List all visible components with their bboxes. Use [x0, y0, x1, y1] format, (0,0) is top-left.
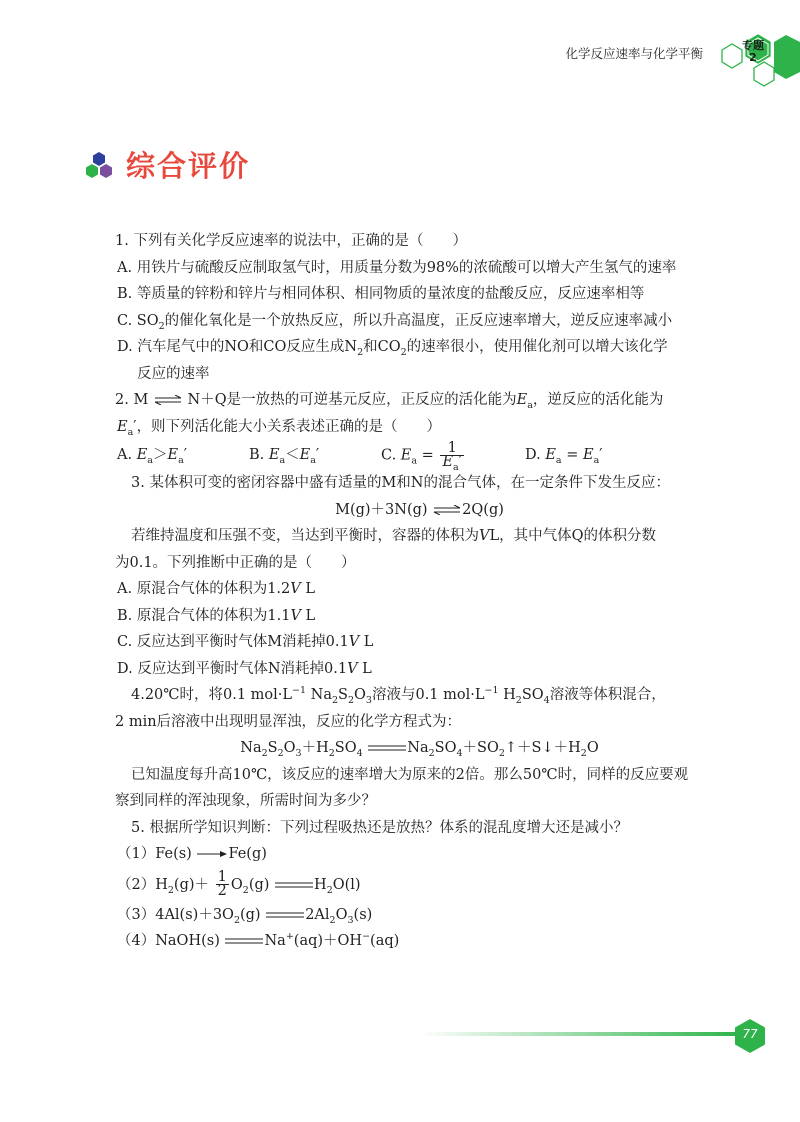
q5-i1-l: （1）Fe(s)	[117, 846, 192, 862]
q3-option-a	[117, 576, 722, 603]
q4-para2: 察到同样的浑浊现象，所需时间为多少？	[115, 793, 376, 809]
reversible-arrow-icon	[432, 505, 462, 515]
q1-option-a: A. 用铁片与硫酸反应制取氢气时，用质量分数为98%的浓硫酸可以增大产生氢气的速率	[117, 259, 677, 276]
q5-stem: 5. 根据所学知识判断：下列过程吸热还是放热？体系的混乱度增大还是减小？	[131, 819, 628, 836]
q2-a-sub2: a	[178, 454, 184, 466]
q2-d-E2: E	[582, 446, 594, 463]
q3-b-V: V	[290, 607, 301, 624]
q2-c-E1: E	[400, 447, 412, 463]
q2-c-fraction	[440, 439, 464, 473]
q5-i3-r: 2Al	[305, 906, 330, 923]
q5-i2-l: （2）H	[117, 876, 168, 893]
badge-number: 2	[749, 51, 757, 64]
q3-option-d	[117, 656, 722, 683]
q2-ea-E: E	[516, 392, 528, 408]
q2-a-rel: ＞	[152, 446, 168, 463]
q2-mid2: ，逆反应的活化能为	[532, 392, 664, 408]
q1-c-post: 的催化氧化是一个放热反应，所以升高温度，正反应速率增大，逆反应速率减小	[164, 312, 673, 329]
hexagon-cluster-icon	[84, 150, 114, 180]
q5-i2-s1: 2	[167, 884, 174, 896]
q2-a-E1: E	[136, 446, 148, 463]
q2-d-prime: ′	[599, 446, 603, 463]
q1-stem: 1. 下列有关化学反应速率的说法中，正确的是（ ）	[115, 233, 467, 249]
arrow-right-icon	[196, 850, 228, 858]
equals-arrow-icon	[265, 911, 305, 919]
q2-a-E2: E	[167, 446, 179, 463]
q3-d-pre: D. 反应达到平衡时气体N消耗掉0.1	[117, 660, 348, 677]
footer-divider	[420, 1032, 740, 1036]
q4-l1-sub2: 2	[347, 694, 355, 706]
q5-item-3	[117, 902, 722, 929]
q2-prefix: 2. M	[115, 392, 149, 408]
q4-eq-s3: 3	[295, 747, 302, 759]
q3-para1: 若维持温度和压强不变，当达到平衡时，容器的体积为	[131, 528, 479, 544]
q2-option-d	[525, 442, 603, 469]
q5-i4-l: （4）NaOH(s)	[117, 933, 220, 949]
q4-eq-l5: SO	[334, 740, 357, 756]
q1-option-d	[117, 334, 722, 361]
q3-stem: 3. 某体积可变的密闭容器中盛有适量的M和N的混合气体，在一定条件下发生反应：	[131, 475, 670, 491]
q4-eq-l3: O	[283, 740, 296, 756]
q5-i2-r2: O(l)	[332, 876, 361, 893]
q4-l1-sup2: −1	[484, 685, 499, 697]
q4-eq-r5: O	[586, 740, 599, 756]
q2-b-sub2: a	[310, 454, 316, 466]
q4-l1-f: H	[498, 687, 516, 703]
q4-l1-b: Na	[306, 687, 332, 703]
q4-eq-l1: Na	[240, 740, 262, 756]
q2-c-label: C.	[381, 447, 397, 463]
equals-arrow-icon	[224, 937, 264, 945]
q3-d-V: V	[347, 660, 358, 677]
q5-i3-s1: 2	[233, 914, 240, 926]
q4-l1-sub5: 4	[543, 694, 550, 706]
q4-l1-h: 溶液等体积混合，	[549, 687, 666, 703]
equals-arrow-icon	[274, 881, 314, 889]
q2-b-label: B.	[249, 446, 265, 463]
q5-i3-s3: 3	[347, 914, 354, 926]
q2-c-E2: E	[442, 453, 454, 470]
q4-eq-l4: ＋H	[301, 740, 329, 756]
q2-c-eq: =	[421, 447, 434, 463]
q4-equation	[117, 735, 722, 762]
q3-eq-left: M(g)＋3N(g)	[335, 501, 428, 518]
q5-i2-o: O	[230, 876, 243, 893]
q3-c-L: L	[363, 634, 374, 650]
q2-a-prime: ′	[183, 446, 188, 463]
q2-c-prime: ′	[458, 453, 462, 470]
q3-b-L: L	[305, 607, 316, 624]
q1-option-c	[117, 308, 722, 335]
q2-options	[117, 439, 722, 473]
q2-a-label: A.	[117, 446, 133, 463]
q4-eq-s2: 2	[277, 747, 284, 759]
chapter-title: 化学反应速率与化学平衡	[565, 46, 703, 61]
q1-d-3: 的速率很小，使用催化剂可以增大该化学	[406, 339, 668, 355]
q5-i2-num: 1	[217, 869, 227, 885]
q1-d-sub2: 2	[400, 346, 407, 358]
reversible-arrow-icon	[153, 395, 183, 405]
q5-i2-s2: 2	[242, 884, 249, 896]
q3-d-L: L	[362, 660, 372, 677]
q3-a-V: V	[290, 581, 301, 597]
q4-line1	[117, 682, 722, 709]
q3-c-V: V	[348, 634, 360, 650]
q5-item-1	[117, 841, 722, 868]
q5-i2-r: H	[314, 876, 327, 893]
q2-line2-end: ，则下列活化能大小关系表述正确的是（ ）	[136, 418, 442, 435]
q2-option-b	[249, 442, 381, 469]
q2-ea2-sub: a	[127, 426, 134, 438]
q2-b-sub1: a	[279, 454, 286, 466]
section-title: 综合评价	[126, 149, 251, 183]
q5-i4-minus: −	[362, 931, 371, 943]
q2-d-label: D.	[525, 446, 541, 463]
q2-d-sub1: a	[555, 454, 562, 466]
chapter-badge	[738, 40, 768, 64]
q3-para-line1	[117, 523, 722, 550]
q4-l1-c: S	[338, 687, 348, 703]
q4-eq-rs4: 2	[580, 747, 587, 759]
q4-l1-sub4: 2	[515, 694, 522, 706]
q2-b-rel: ＜	[285, 446, 300, 463]
q3-a-L: L	[305, 581, 315, 597]
q2-stem-line2	[117, 414, 722, 441]
q2-ea2-prime: ′	[133, 418, 137, 435]
q2-option-c	[381, 439, 525, 473]
q2-d-E1: E	[545, 446, 556, 463]
q4-l1-e: 溶液与0.1 mol·L	[371, 687, 485, 703]
q2-d-sub2: a	[593, 454, 600, 466]
q1-d-sub1: 2	[357, 346, 364, 358]
q2-c-sub1: a	[411, 454, 418, 466]
q2-option-a	[117, 442, 249, 469]
q5-i3-s2: 2	[329, 914, 336, 926]
q4-eq-rs2: 4	[456, 747, 463, 759]
q3-V: V	[479, 528, 490, 544]
q3-option-b	[117, 603, 722, 630]
q5-i2-fraction	[216, 871, 229, 898]
badge-label: 专题	[742, 39, 764, 52]
q1-d-1: D. 汽车尾气中的NO和CO反应生成N	[117, 339, 358, 355]
q3-a-pre: A. 原混合气体的体积为1.2	[117, 581, 291, 597]
q5-i3-g: (g)	[239, 906, 261, 923]
q3-para-line2: 为0.1。下列推断中正确的是（ ）	[115, 554, 356, 571]
q5-i4-r2: (aq)＋OH	[293, 933, 363, 949]
q1-c-sub: 2	[158, 320, 165, 332]
q5-i4-plus: +	[285, 931, 294, 943]
q3-option-c	[117, 629, 722, 656]
q1-option-b: B. 等质量的锌粉和锌片与相同体积、相同物质的量浓度的盐酸反应，反应速率相等	[117, 286, 645, 302]
q4-l1-sub1: 2	[332, 694, 339, 706]
q3-equation	[117, 497, 722, 524]
equals-arrow-icon	[367, 744, 407, 752]
q4-l1-g: SO	[521, 687, 544, 703]
q2-b-prime: ′	[315, 446, 320, 463]
q4-l1-d: O	[354, 687, 366, 703]
q4-eq-r4: ↑＋S↓＋H	[504, 740, 581, 756]
q2-stem-line1	[115, 387, 722, 414]
q1-c-pre: C. SO	[117, 312, 159, 329]
exercise-content	[117, 228, 722, 955]
q4-eq-l2: S	[267, 740, 278, 756]
q4-eq-r3: ＋SO	[462, 740, 499, 756]
q2-mid: N＋Q是一放热的可逆基元反应，正反应的活化能为	[187, 392, 517, 408]
q5-i1-r: Fe(g)	[228, 846, 267, 862]
q3-b-pre: B. 原混合气体的体积为1.1	[117, 607, 291, 624]
q5-i2-den: 2	[217, 883, 227, 899]
q4-para1: 已知温度每升高10℃，该反应的速率增大为原来的2倍。那么50℃时，同样的反应要观	[131, 766, 689, 783]
q5-i3-l: （3）4Al(s)＋3O	[117, 906, 234, 923]
q2-d-eq: =	[566, 446, 579, 463]
q4-line2: 2 min后溶液中出现明显浑浊，反应的化学方程式为：	[115, 713, 462, 730]
q4-eq-s4: 2	[328, 747, 335, 759]
q5-item-2	[117, 868, 722, 902]
q5-i3-r2: O	[335, 906, 348, 923]
q5-i4-r: Na	[264, 933, 286, 949]
q4-eq-s1: 2	[261, 747, 268, 759]
q4-eq-r2: SO	[434, 740, 457, 756]
page-number: 77	[742, 1027, 758, 1041]
q3-para1-b: L，其中气体Q的体积分数	[489, 528, 656, 544]
q1-d-2: 和CO	[363, 339, 401, 355]
q5-i2-g: (g)	[248, 876, 270, 893]
q4-l1-sup1: −1	[292, 685, 307, 697]
q5-i2-m: (g)＋	[173, 876, 210, 893]
q2-c-den	[440, 453, 464, 473]
q4-l1-sub3: 3	[365, 694, 372, 706]
q2-ea2-E: E	[117, 418, 128, 435]
q2-a-sub1: a	[147, 454, 153, 466]
q4-eq-rs3: 2	[498, 747, 505, 759]
q4-eq-r1: Na	[407, 740, 429, 756]
q1-option-d-continued: 反应的速率	[137, 365, 210, 382]
q2-ea-sub: a	[527, 399, 533, 411]
q5-i4-r3: (aq)	[370, 933, 400, 949]
q2-b-E2: E	[299, 446, 311, 463]
q2-c-sub2: a	[453, 461, 459, 473]
q5-i2-s3: 2	[326, 884, 333, 896]
q4-l1-a: 4.20℃时，将0.1 mol·L	[131, 687, 293, 703]
q5-i3-r3: (s)	[353, 906, 373, 923]
q4-eq-s5: 4	[356, 747, 363, 759]
q2-b-E1: E	[268, 446, 280, 463]
q2-c-num: 1	[440, 442, 464, 456]
q4-eq-rs1: 2	[428, 747, 435, 759]
q5-item-4	[117, 928, 722, 955]
q3-c-pre: C. 反应达到平衡时气体M消耗掉0.1	[117, 634, 349, 650]
q3-eq-right: 2Q(g)	[462, 501, 504, 518]
